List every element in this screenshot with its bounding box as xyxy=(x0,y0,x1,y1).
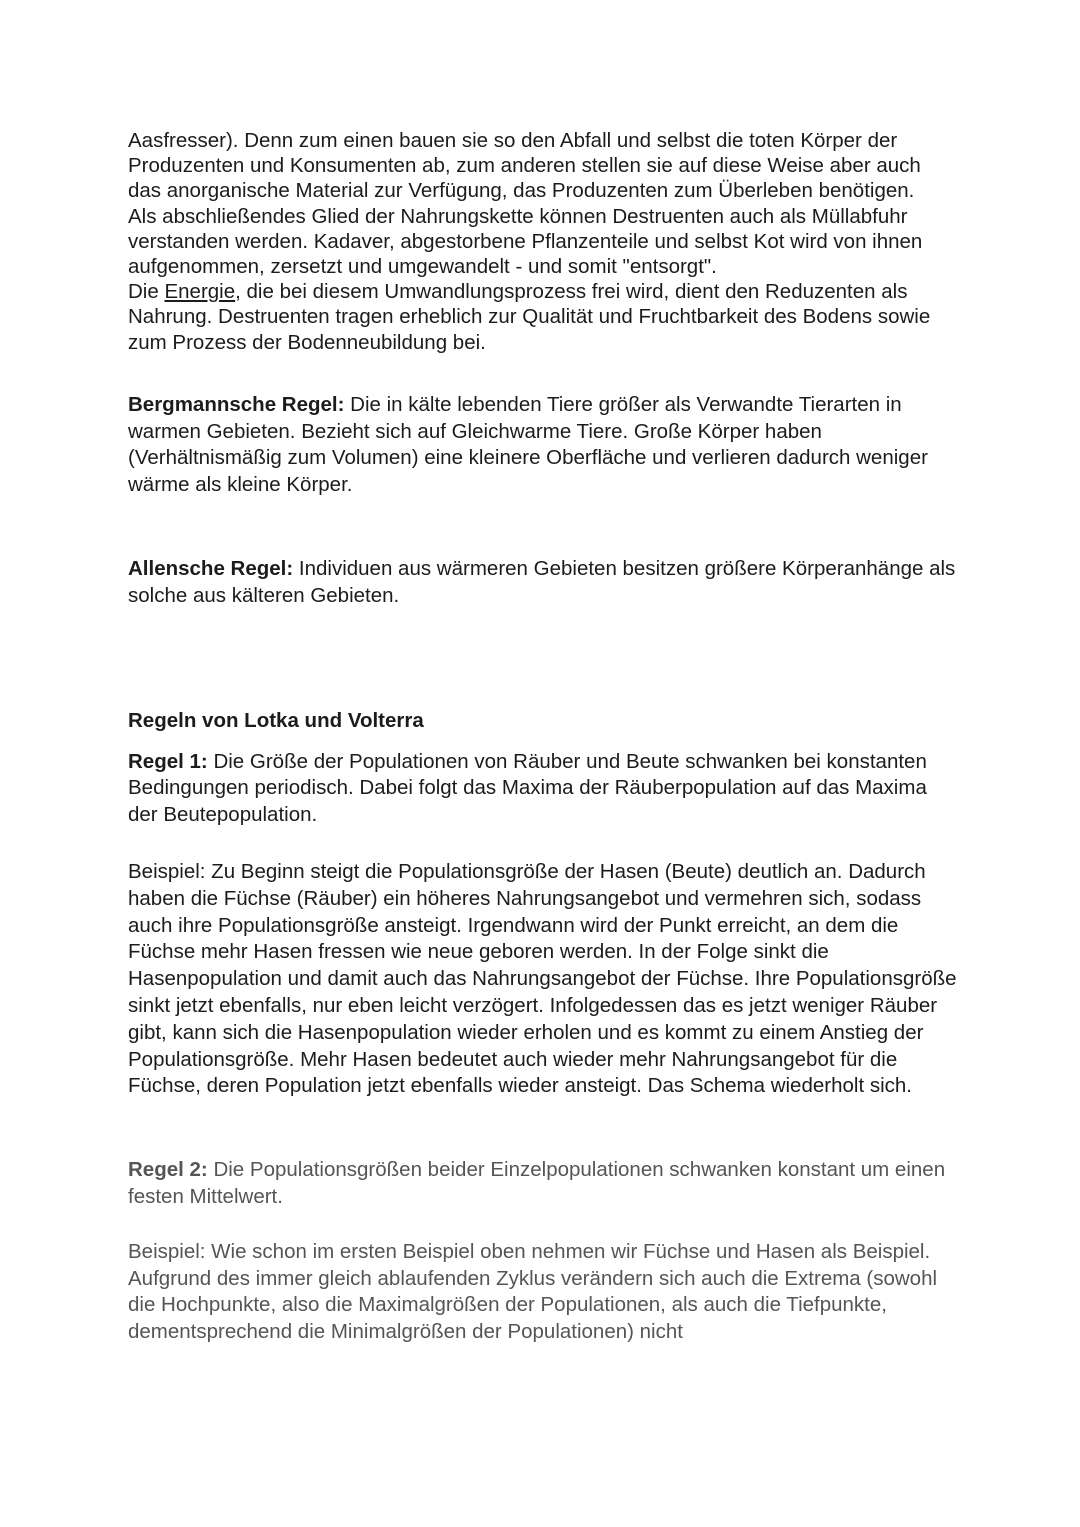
lotka-heading: Regeln von Lotka und Volterra xyxy=(128,708,424,732)
bergmann-label: Bergmannsche Regel: xyxy=(128,392,345,416)
rule2-label: Regel 2: xyxy=(128,1158,208,1182)
lotka-example-2: Beispiel: Wie schon im ersten Beispiel oben nehmen wir Füchse und Hasen als Beispiel. Aufgrund des immer gleich ablaufenden Zyklus verändern sich auch die Extrema (sowohl die Hochpunkte, also die Maximalgrößen der Populationen, als auch die Tiefpunkte, dementsprechend die Minimalgrößen der Populationen) nicht xyxy=(128,1239,938,1344)
lotka-rule-2 xyxy=(128,1157,958,1211)
paragraph-energie xyxy=(128,279,958,355)
allen-rule xyxy=(128,556,958,610)
bergmann-rule xyxy=(128,392,958,499)
rule1-text: Die Größe der Populationen von Räuber und Beute schwanken bei konstanten Bedingungen periodisch. Dabei folgt das Maxima der Räuberpopulation auf das Maxima der Beutepopulation. xyxy=(128,749,927,827)
allen-text: Individuen aus wärmeren Gebieten besitzen größere Körperanhänge als solche aus kälteren Gebieten. xyxy=(128,557,956,607)
lotka-example-1: Beispiel: Zu Beginn steigt die Populationsgröße der Hasen (Beute) deutlich an. Dadurch haben die Füchse (Räuber) ein höheres Nahrungsangebot und vermehren sich, sodass auch ihre Populationsgröße ansteigt. Irgendwann wird der Punkt erreicht, an dem die Füchse mehr Hasen fressen wie neue geboren werden. In der Folge sinkt die Hasenpopulation und damit auch das Nahrungsangebot der Füchse. Ihre Populationsgröße sinkt jetzt ebenfalls, nur eben leicht verzögert. Infolgedessen das es jetzt weniger Räuber gibt, kann sich die Hasenpopulation wieder erholen und es kommt zu einem Anstieg der Populationsgröße. Mehr Hasen bedeutet auch wieder mehr Nahrungsangebot für die Füchse, deren Population jetzt ebenfalls wieder ansteigt. Das Schema wiederholt sich. xyxy=(128,860,957,1098)
paragraph-energie-start: Die xyxy=(128,280,165,304)
lotka-rule-1 xyxy=(128,749,958,829)
document-page xyxy=(128,128,958,1346)
energie-link[interactable]: Energie xyxy=(164,280,236,304)
paragraph-energie-rest: , die bei diesem Umwandlungsprozess frei wird, dient den Reduzenten als Nahrung. Destruenten tragen erheblich zur Qualität und Fruchtbarkeit des Bodens sowie zum Prozess der Bodenneubildung bei. xyxy=(128,280,931,354)
paragraph-destruenten-intro: Aasfresser). Denn zum einen bauen sie so den Abfall und selbst die toten Körper der Produzenten und Konsumenten ab, zum anderen stellen sie auf diese Weise aber auch das anorganische Material zur Verfügung, das Produzenten zum Überleben benötigen. xyxy=(128,129,921,203)
allen-label: Allensche Regel: xyxy=(128,557,294,581)
bergmann-text: Die in kälte lebenden Tiere größer als Verwandte Tierarten in warmen Gebieten. Bezieht sich auf Gleichwarme Tiere. Große Körper haben (Verhältnismäßig zum Volumen) eine kleinere Oberfläche und verlieren dadurch weniger wärme als kleine Körper. xyxy=(128,392,928,497)
rule1-label: Regel 1: xyxy=(128,749,208,773)
paragraph-muellabfuhr: Als abschließendes Glied der Nahrungskette können Destruenten auch als Müllabfuhr verstanden werden. Kadaver, abgestorbene Pflanzenteile und selbst Kot wird von ihnen aufgenommen, zersetzt und umgewandelt - und somit "entsorgt". xyxy=(128,204,923,279)
rule2-text: Die Populationsgrößen beider Einzelpopulationen schwanken konstant um einen festen Mittelwert. xyxy=(128,1158,946,1208)
